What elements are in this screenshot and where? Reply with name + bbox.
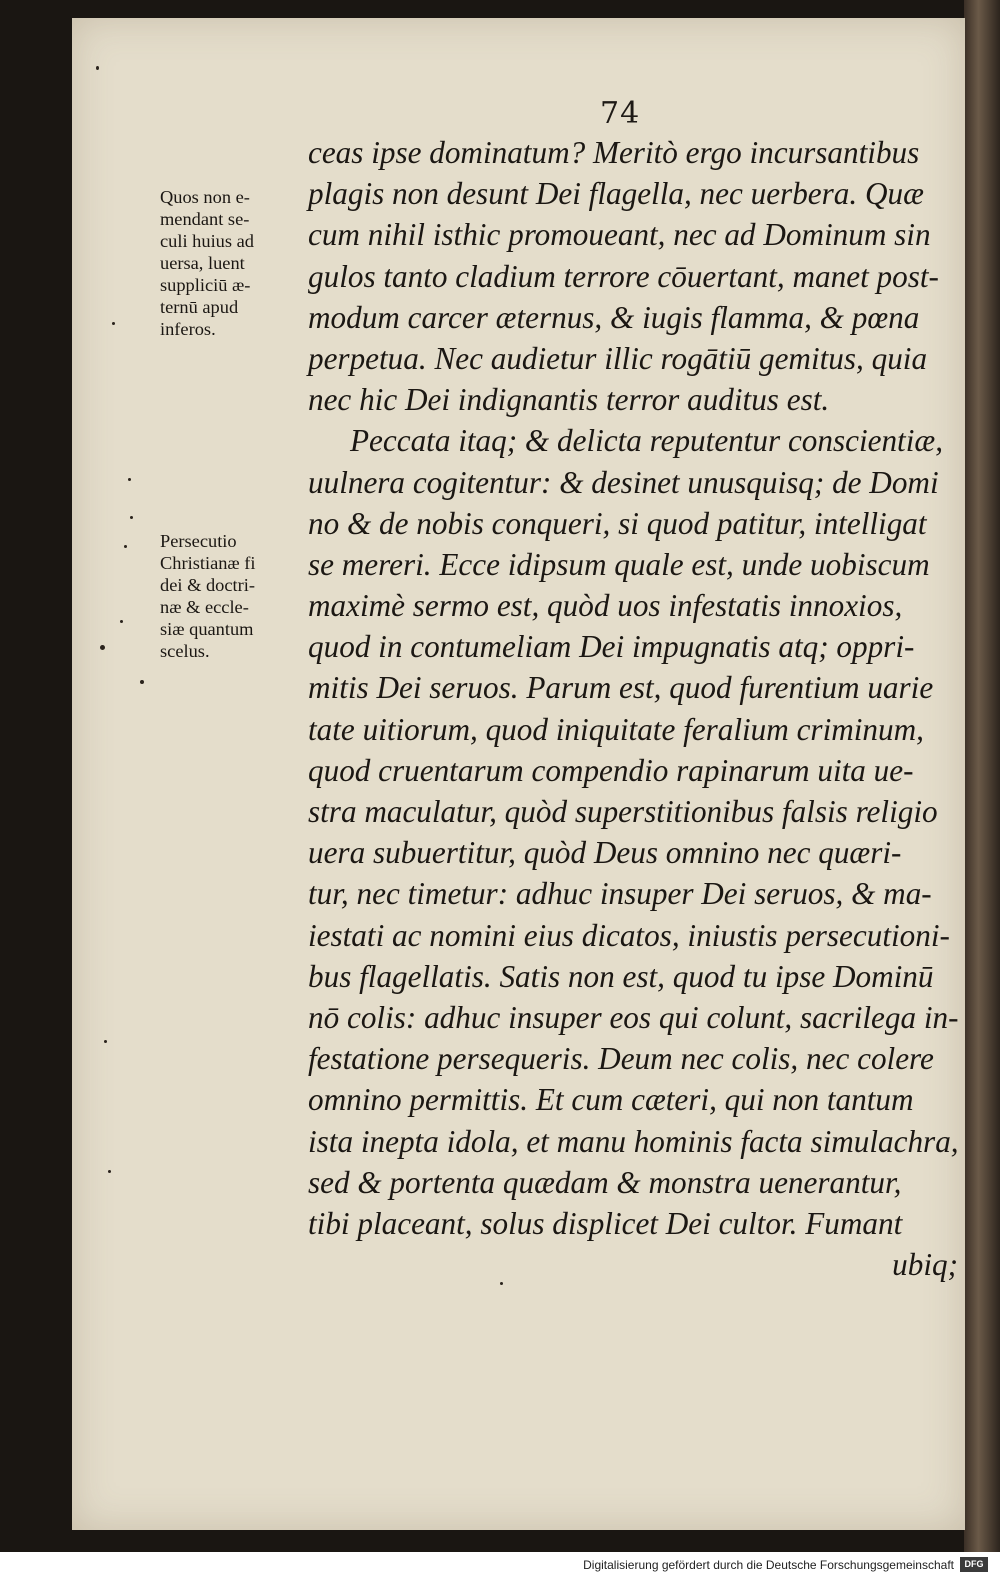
marginal-line: Persecutio	[160, 531, 237, 551]
marginal-line: siæ quantum	[160, 619, 254, 639]
paper-speck	[140, 680, 144, 684]
page-number: 74	[600, 96, 641, 131]
text-line: omnino permittis. Et cum cæteri, qui non tantum	[308, 1082, 914, 1118]
paper-speck	[104, 1040, 107, 1043]
marginal-line: Quos non e-	[160, 187, 250, 207]
text-line: uulnera cogitentur: & desinet unusquisq; de Domi	[308, 464, 939, 500]
paper-speck	[112, 322, 115, 325]
text-line: modum carcer æternus, & iugis flamma, & pœna	[308, 299, 920, 335]
book-board-edge	[964, 0, 1000, 1552]
text-line: stra maculatur, quòd superstitionibus falsis religio	[308, 794, 938, 829]
text-line: quod in contumeliam Dei impugnatis atq; oppri-	[308, 629, 915, 665]
paper-speck	[124, 545, 127, 548]
text-line: bus flagellatis. Satis non est, quod tu ipse Dominū	[308, 958, 934, 994]
dfg-logo: DFG	[960, 1557, 988, 1572]
text-line: se mereri. Ecce idipsum quale est, unde uobiscum	[308, 546, 930, 582]
paper-speck	[120, 620, 123, 623]
text-line: ceas ipse dominatum? Meritò ergo incursantibus	[308, 135, 920, 170]
text-line: maximè sermo est, quòd uos infestatis innoxios,	[308, 588, 903, 624]
text-line: Peccata itaq; & delicta reputentur conscientiæ,	[350, 423, 943, 459]
marginal-line: scelus.	[160, 641, 210, 661]
text-line: nō colis: adhuc insuper eos qui colunt, sacrilega in-	[308, 999, 959, 1035]
text-line: tur, nec timetur: adhuc insuper Dei seruos, & ma-	[308, 876, 932, 912]
catchword: ubiq;	[892, 1247, 958, 1283]
text-line: ista inepta idola, et manu hominis facta simulachra,	[308, 1123, 959, 1159]
main-text-block	[308, 132, 958, 1285]
text-line: sed & portenta quædam & monstra uenerantur,	[308, 1164, 902, 1200]
paper-speck	[500, 1282, 503, 1285]
text-line: uera subuertitur, quòd Deus omnino nec quæri-	[308, 835, 902, 871]
marginal-line: inferos.	[160, 319, 216, 339]
marginal-line: Christianæ fi	[160, 553, 256, 573]
text-line: iestati ac nomini eius dicatos, iniustis persecutioni-	[308, 917, 950, 953]
text-line: perpetua. Nec audietur illic rogātiū gemitus, quia	[308, 340, 928, 376]
paper-speck	[96, 66, 99, 70]
marginal-note-1	[160, 186, 310, 340]
marginal-line: dei & doctri-	[160, 575, 255, 595]
marginal-line: næ & eccle-	[160, 597, 249, 617]
text-line: tate uitiorum, quod iniquitate feralium criminum,	[308, 711, 924, 747]
marginal-line: ternū apud	[160, 297, 239, 317]
text-line: cum nihil isthic promoueant, nec ad Dominum sin	[308, 217, 931, 253]
text-line: quod cruentarum compendio rapinarum uita ue-	[308, 752, 914, 788]
text-line: festatione persequeris. Deum nec colis, nec colere	[308, 1041, 934, 1077]
marginal-line: uersa, luent	[160, 253, 245, 273]
paper-speck	[128, 478, 131, 481]
paper-speck	[100, 645, 105, 650]
digitization-credit: Digitalisierung gefördert durch die Deutsche Forschungsgemeinschaft	[583, 1558, 954, 1572]
text-line: tibi placeant, solus displicet Dei cultor. Fumant	[308, 1205, 903, 1241]
text-line: plagis non desunt Dei flagella, nec uerbera. Quæ	[308, 176, 924, 212]
marginal-line: mendant se-	[160, 209, 250, 229]
text-line: no & de nobis conqueri, si quod patitur, intelligat	[308, 505, 927, 541]
text-line: mitis Dei seruos. Parum est, quod furentium uarie	[308, 670, 934, 706]
marginal-line: culi huius ad	[160, 231, 254, 251]
text-line: gulos tanto cladium terrore cōuertant, manet post-	[308, 258, 939, 294]
text-line: nec hic Dei indignantis terror auditus est.	[308, 382, 830, 418]
paper-speck	[108, 1170, 111, 1173]
paper-speck	[130, 516, 133, 519]
marginal-line: suppliciū æ-	[160, 275, 251, 295]
marginal-note-2	[160, 530, 310, 662]
